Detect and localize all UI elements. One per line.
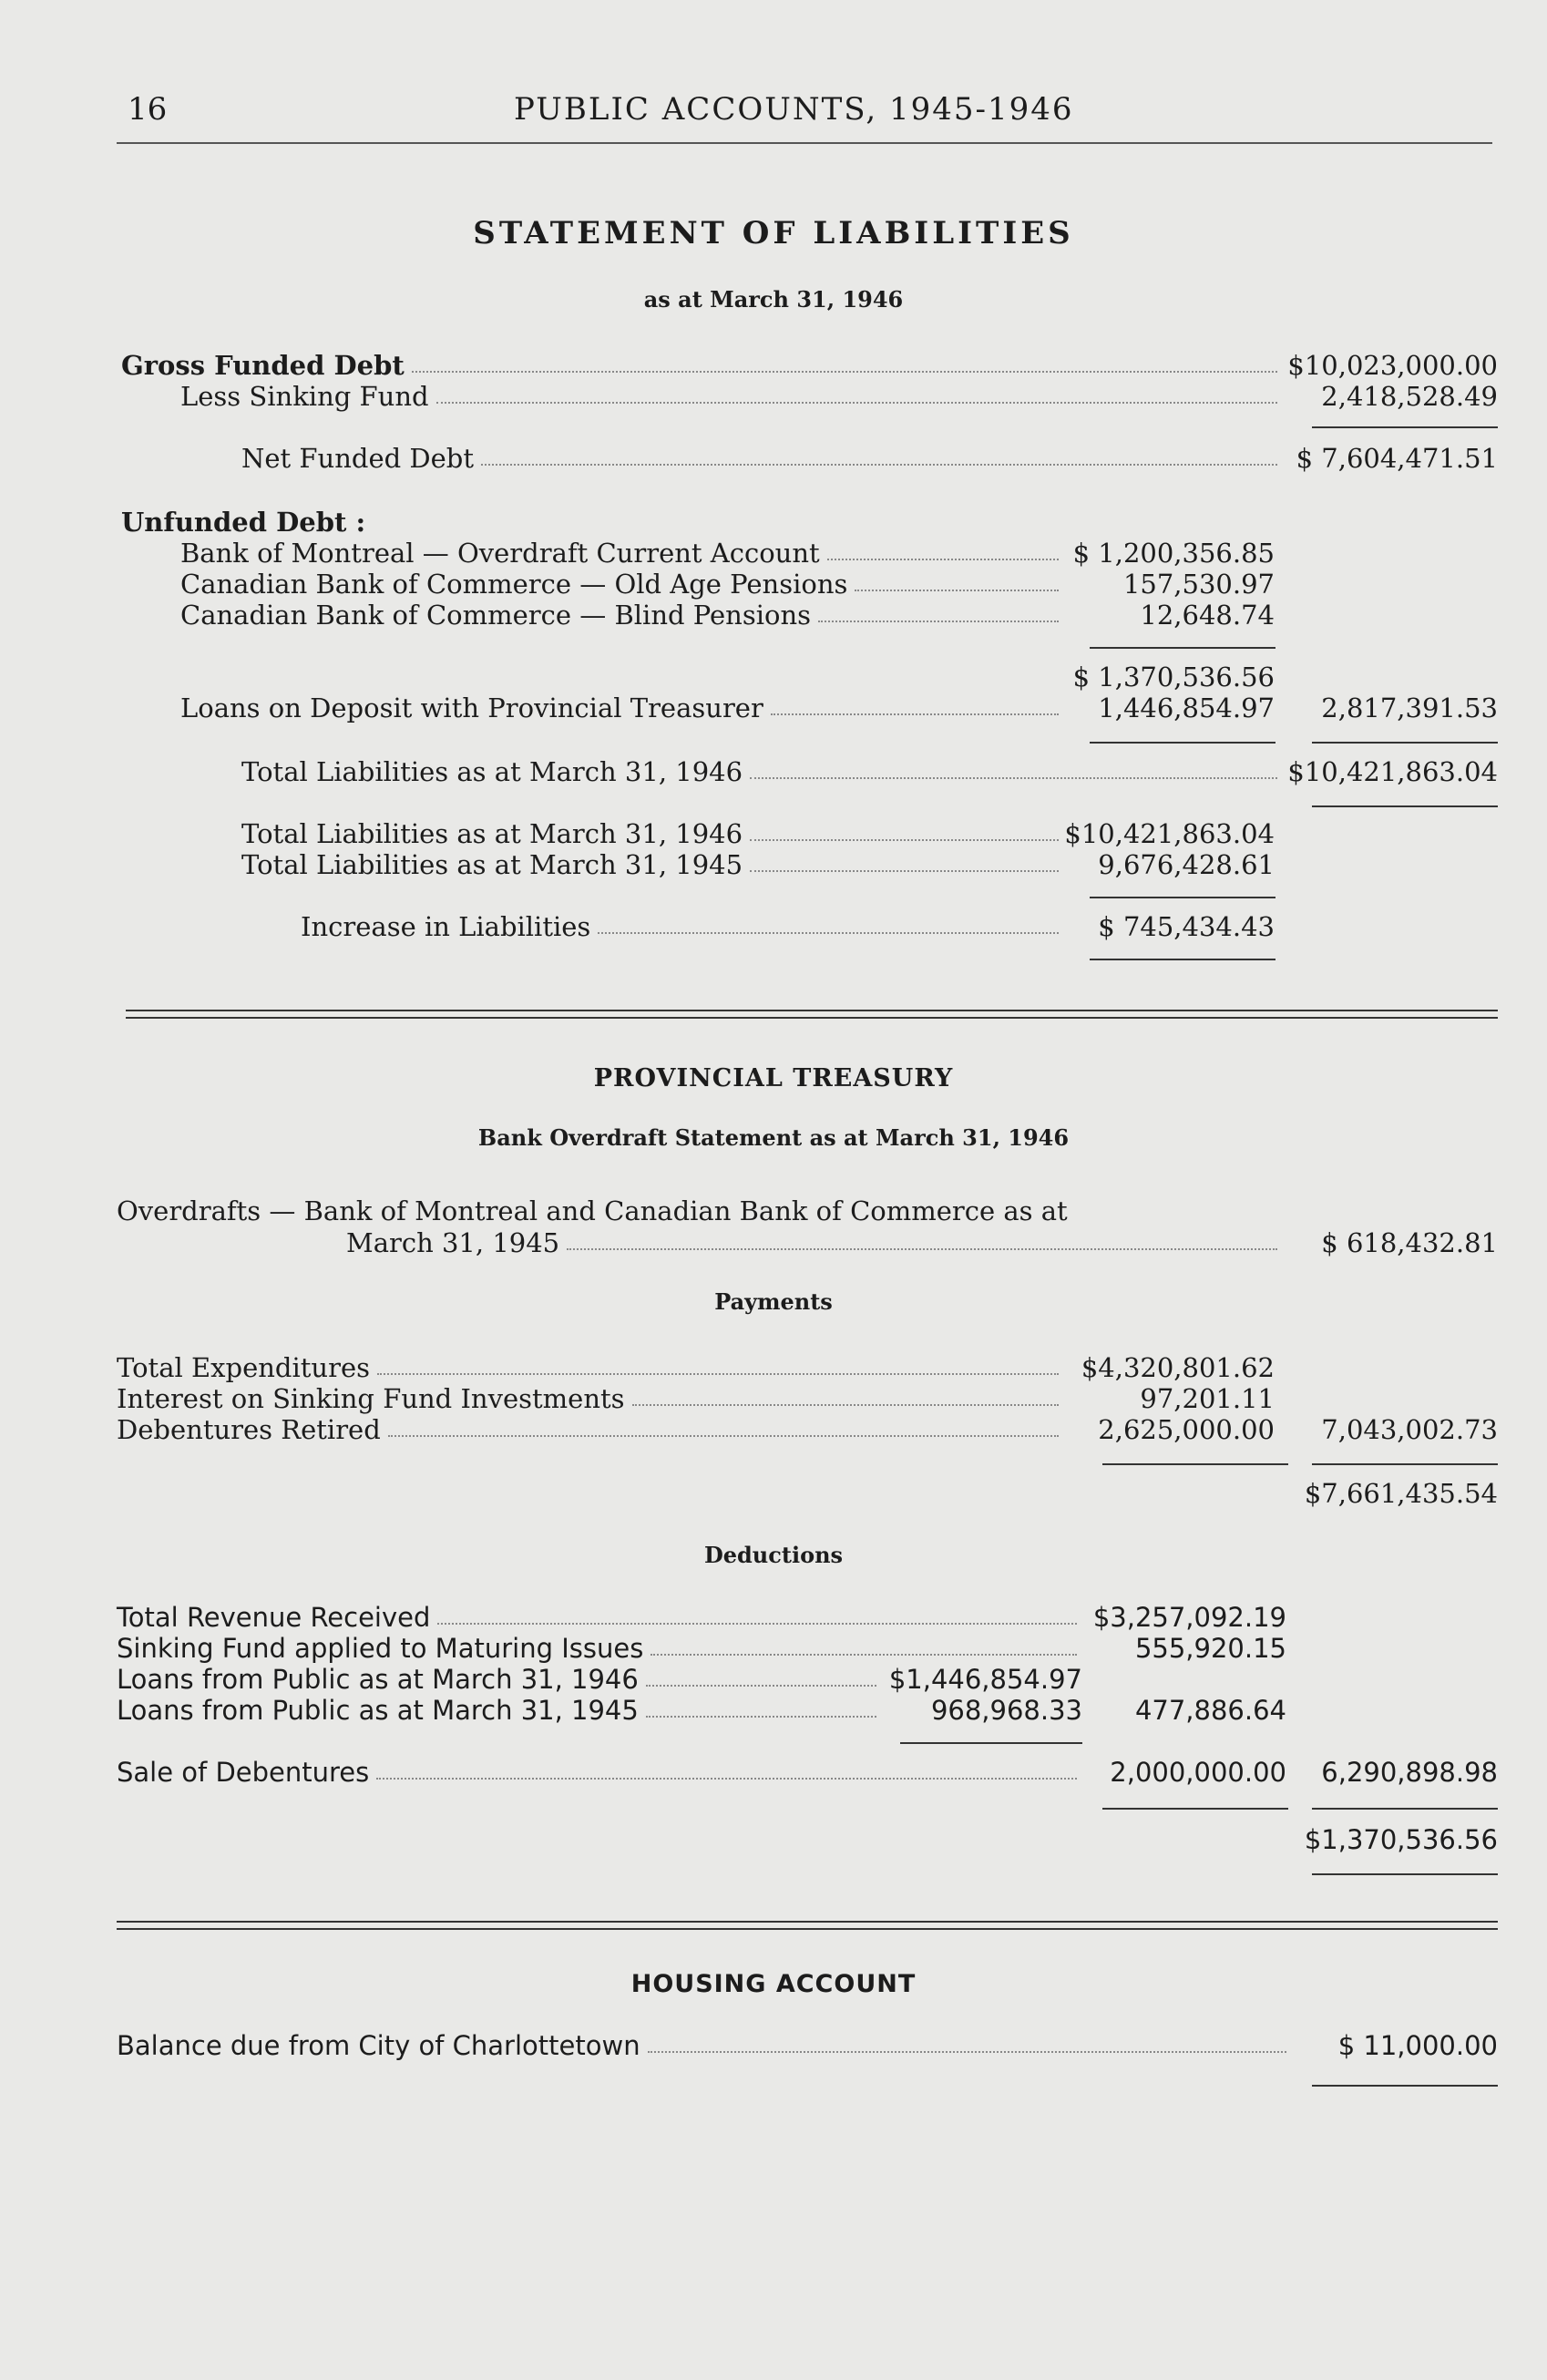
total-liabilities-label: Total Liabilities as at March 31, 1946 [241,756,743,787]
subtotal-rule [1090,959,1276,960]
loans-on-deposit-label: Loans on Deposit with Provincial Treasurer [180,692,763,723]
deduction-amount: 555,920.15 [1134,1633,1286,1664]
header-rule [117,142,1492,144]
unfunded-item-label: Canadian Bank of Commerce — Old Age Pensions [180,569,848,600]
total-liabilities-row [0,756,1547,787]
subtotal-rule [1312,2085,1498,2087]
section-divider [117,1921,1498,1930]
increase-amount: $ 745,434.43 [1098,911,1275,942]
deduction-inner-amount: 968,968.33 [930,1695,1082,1726]
section-divider [126,1010,1498,1019]
liabilities-title: STATEMENT OF LIABILITIES [473,215,1074,251]
sale-of-debentures-total: 6,290,898.98 [1321,1757,1498,1788]
net-funded-debt-label: Net Funded Debt [241,443,475,474]
treasury-subtitle: Bank Overdraft Statement as at March 31, 1946 [477,1124,1070,1151]
sinking-fund-row [0,381,1547,412]
subtotal-rule [1102,1808,1288,1810]
subtotal-rule [1102,1463,1288,1465]
net-funded-debt-row [0,443,1547,474]
subtotal-rule [1090,742,1276,744]
payment-total: 7,043,002.73 [1321,1414,1498,1445]
gross-funded-debt-label: Gross Funded Debt [121,350,405,381]
housing-label: Balance due from City of Charlottetown [117,2030,640,2061]
comparison-amount: 9,676,428.61 [1098,849,1275,880]
increase-row [0,911,1547,942]
payments-total-row [0,1478,1547,1509]
deduction-label: Loans from Public as at March 31, 1945 [117,1695,639,1726]
housing-title: HOUSING ACCOUNT [630,1970,917,1998]
payment-row [0,1414,1547,1445]
overdrafts-amount: $ 618,432.81 [1321,1227,1498,1258]
deductions-heading: Deductions [703,1542,844,1568]
subtotal-rule [1312,1463,1498,1465]
gross-funded-debt-amount: $10,023,000.00 [1287,350,1498,381]
subtotal-rule [1090,647,1276,649]
total-liabilities-amount: $10,421,863.04 [1287,756,1498,787]
subtotal-rule [1312,742,1498,744]
subtotal-rule [1312,1873,1498,1875]
unfunded-item-amount: 12,648.74 [1140,600,1275,631]
deduction-row [0,1664,1547,1695]
comparison-row [0,818,1547,849]
deduction-label: Sinking Fund applied to Maturing Issues [117,1633,644,1664]
page-header [117,91,1492,135]
payment-label: Total Expenditures [117,1352,370,1383]
unfunded-heading: Unfunded Debt : [121,507,366,538]
deduction-label: Total Revenue Received [117,1602,431,1633]
sale-of-debentures-amount: 2,000,000.00 [1110,1757,1286,1788]
housing-amount: $ 11,000.00 [1337,2030,1498,2061]
unfunded-item-row [0,538,1547,569]
comparison-label: Total Liabilities as at March 31, 1946 [241,818,743,849]
payment-amount: $4,320,801.62 [1081,1352,1275,1383]
liabilities-subtitle: as at March 31, 1946 [643,286,904,313]
sinking-fund-label: Less Sinking Fund [180,381,429,412]
housing-row [0,2030,1547,2061]
payments-heading: Payments [714,1288,833,1315]
deduction-amount: $3,257,092.19 [1092,1602,1286,1633]
treasury-balance: $1,370,536.56 [1304,1824,1498,1855]
payment-label: Debentures Retired [117,1414,381,1445]
payment-row [0,1383,1547,1414]
gross-funded-debt-row [0,350,1547,381]
comparison-row [0,849,1547,880]
deduction-inner-amount: $1,446,854.97 [888,1664,1082,1695]
loans-on-deposit-total: 2,817,391.53 [1321,692,1498,723]
loans-on-deposit-row [0,692,1547,723]
unfunded-item-amount: $ 1,200,356.85 [1072,538,1275,569]
sinking-fund-amount: 2,418,528.49 [1321,381,1498,412]
deduction-row [0,1602,1547,1633]
page-number: 16 [128,91,168,128]
payment-row [0,1352,1547,1383]
unfunded-item-amount: 157,530.97 [1122,569,1275,600]
subtotal-rule [1312,805,1498,807]
unfunded-heading-row [0,507,1547,538]
payment-label: Interest on Sinking Fund Investments [117,1383,625,1414]
payment-amount: 2,625,000.00 [1098,1414,1275,1445]
unfunded-subtotal-row [0,662,1547,692]
deduction-row [0,1633,1547,1664]
payments-total: $7,661,435.54 [1304,1478,1498,1509]
comparison-label: Total Liabilities as at March 31, 1945 [241,849,743,880]
sale-of-debentures-row [0,1757,1547,1788]
overdrafts-row [0,1195,1547,1226]
unfunded-item-row [0,569,1547,600]
subtotal-rule [1312,1808,1498,1810]
unfunded-subtotal: $ 1,370,536.56 [1072,662,1275,692]
subtotal-rule [1090,897,1276,898]
increase-label: Increase in Liabilities [301,911,591,942]
unfunded-item-label: Bank of Montreal — Overdraft Current Account [180,538,820,569]
overdrafts-label-line2: March 31, 1945 [346,1227,560,1258]
loans-on-deposit-amount: 1,446,854.97 [1098,692,1275,723]
overdrafts-label-line1: Overdrafts — Bank of Montreal and Canadian Bank of Commerce as at [117,1195,1068,1226]
payment-amount: 97,201.11 [1140,1383,1275,1414]
subtotal-rule [900,1742,1082,1744]
treasury-balance-row [0,1824,1547,1855]
subtotal-rule [1312,426,1498,428]
treasury-title: PROVINCIAL TREASURY [593,1064,954,1093]
unfunded-item-row [0,600,1547,631]
deduction-label: Loans from Public as at March 31, 1946 [117,1664,639,1695]
running-title: PUBLIC ACCOUNTS, 1945-1946 [514,91,1074,128]
unfunded-item-label: Canadian Bank of Commerce — Blind Pensions [180,600,812,631]
deduction-amount: 477,886.64 [1134,1695,1286,1726]
sale-of-debentures-label: Sale of Debentures [117,1757,370,1788]
comparison-amount: $10,421,863.04 [1064,818,1275,849]
deduction-row [0,1695,1547,1726]
net-funded-debt-amount: $ 7,604,471.51 [1296,443,1498,474]
overdrafts-row [0,1227,1547,1258]
